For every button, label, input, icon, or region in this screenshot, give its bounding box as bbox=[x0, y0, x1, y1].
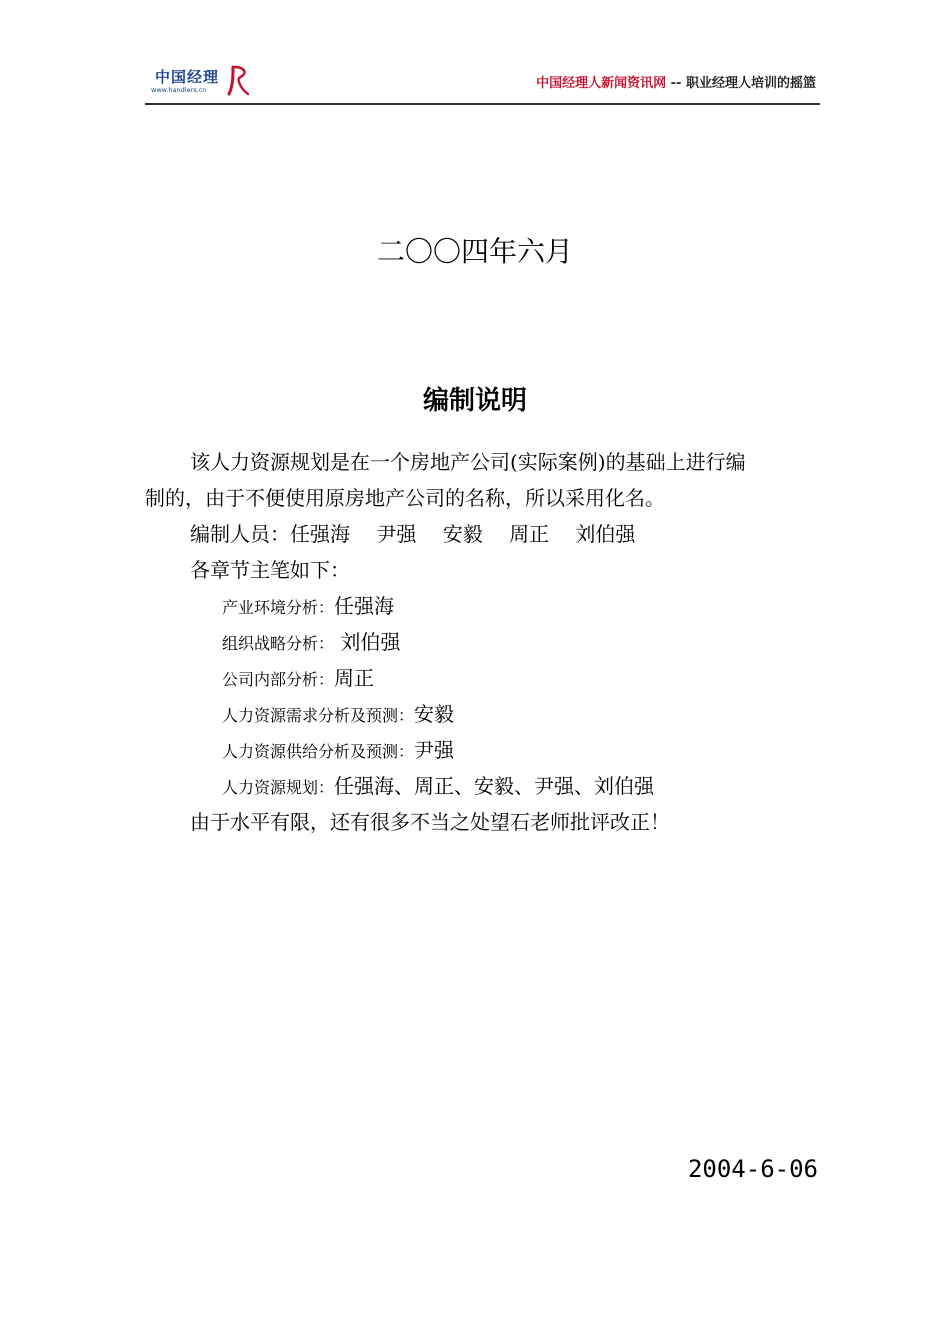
logo bbox=[145, 62, 255, 98]
chapter-author: 周正 bbox=[334, 666, 375, 690]
chapter-row bbox=[222, 701, 454, 729]
chapter-role: 公司内部分析： bbox=[222, 670, 335, 689]
intro-line-2: 制的，由于不便使用原房地产公司的名称，所以采用化名。 bbox=[145, 486, 665, 510]
chapter-author: 尹强 bbox=[414, 738, 455, 762]
signature-date: 2004-6-06 bbox=[687, 1155, 818, 1183]
chapter-row bbox=[222, 665, 374, 693]
chapter-author: 任强海 bbox=[334, 594, 395, 618]
site-name: 中国经理人新闻资讯网 bbox=[536, 76, 667, 91]
chapter-role: 组织战略分析： bbox=[222, 634, 335, 653]
logo-text: 中国经理 bbox=[155, 68, 220, 86]
chapter-row bbox=[222, 773, 654, 801]
page-header bbox=[145, 62, 820, 104]
chapter-role: 产业环境分析： bbox=[222, 598, 335, 617]
chapter-role: 人力资源供给分析及预测： bbox=[222, 742, 415, 761]
logo-url: www.handlers.cn bbox=[151, 86, 207, 94]
chapter-row bbox=[222, 593, 394, 621]
date-heading: 二〇〇四年六月 bbox=[376, 235, 573, 268]
chapters-heading: 各章节主笔如下： bbox=[190, 558, 350, 582]
closing-note: 由于水平有限，还有很多不当之处望石老师批评改正！ bbox=[190, 810, 670, 834]
intro-line-1: 该人力资源规划是在一个房地产公司(实际案例)的基础上进行编 bbox=[190, 450, 746, 474]
chapter-role: 人力资源规划： bbox=[222, 778, 335, 797]
chapter-row bbox=[222, 737, 454, 765]
chapter-author: 刘伯强 bbox=[334, 630, 401, 654]
site-slogan: 职业经理人培训的摇篮 bbox=[685, 76, 816, 91]
chapter-author: 安毅 bbox=[414, 702, 455, 726]
section-title: 编制说明 bbox=[422, 386, 527, 416]
header-tagline bbox=[536, 72, 816, 91]
tagline-separator: -- bbox=[670, 76, 682, 91]
chapter-author: 任强海、周正、安毅、尹强、刘伯强 bbox=[334, 774, 655, 798]
chapter-role: 人力资源需求分析及预测： bbox=[222, 706, 415, 725]
header-divider bbox=[145, 103, 820, 105]
editors-line: 编制人员：任强海 尹强 安毅 周正 刘伯强 bbox=[190, 522, 636, 546]
logo-mark-icon bbox=[227, 64, 249, 96]
chapter-row bbox=[222, 629, 400, 657]
